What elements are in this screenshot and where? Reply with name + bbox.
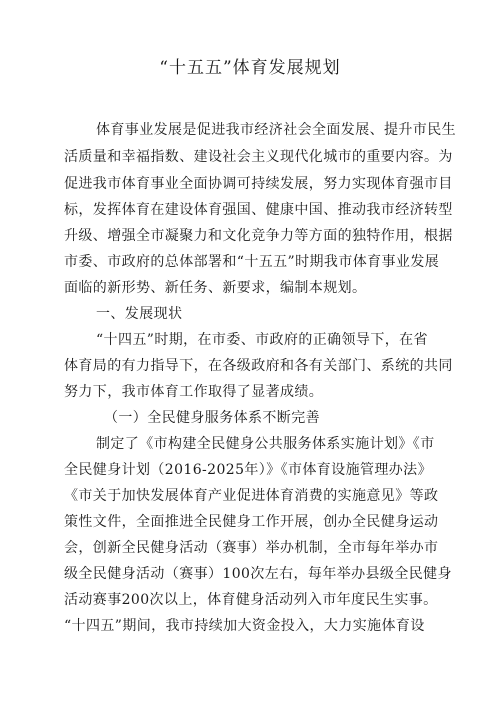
section-heading: 一、发展现状: [96, 306, 183, 322]
body-line: 策性文件，全面推进全民健身工作开展，创办全民健身运动: [64, 514, 439, 530]
body-line: 活质量和幸福指数、建设社会主义现代化城市的重要内容。为: [64, 149, 453, 165]
body-line: “十四五”时期，在市委、市政府的正确领导下，在省: [96, 332, 428, 348]
body-line: “十四五”期间，我市持续加大资金投入，大力实施体育设: [64, 618, 425, 634]
body-line: 面临的新形势、新任务、新要求，编制本规划。: [64, 280, 367, 296]
body-line: 会，创新全民健身活动（赛事）举办机制，全市每年举办市: [64, 540, 439, 556]
body-line: 标，发挥体育在建设体育强国、健康中国、推动我市经济转型: [64, 202, 453, 218]
document-title: “十五五”体育发展规划: [159, 58, 341, 78]
body-line: 努力下，我市体育工作取得了显著成绩。: [64, 384, 324, 400]
body-line: 体育事业发展是促进我市经济社会全面发展、提升市民生: [96, 122, 456, 138]
body-line: 级全民健身活动（赛事）100次左右，每年举办县级全民健身: [64, 566, 452, 582]
body-line: 《市关于加快发展体育产业促进体育消费的实施意见》等政: [64, 488, 439, 504]
body-line: 升级、增强全市凝聚力和文化竞争力等方面的独特作用，根据: [64, 228, 453, 244]
body-line: 促进我市体育事业全面协调可持续发展，努力实现体育强市目: [64, 176, 453, 192]
subsection-heading: （一）全民健身服务体系不断完善: [104, 410, 320, 426]
body-line: 制定了《市构建全民健身公共服务体系实施计划》《市: [96, 436, 435, 452]
body-line: 体育局的有力指导下，在各级政府和各有关部门、系统的共同: [64, 358, 453, 374]
body-line: 全民健身计划（2016-2025年）》《市体育设施管理办法》: [64, 462, 432, 478]
body-line: 活动赛事200次以上，体育健身活动列入市年度民生实事。: [64, 592, 438, 608]
body-line: 市委、市政府的总体部署和“十五五”时期我市体育事业发展: [64, 254, 440, 270]
